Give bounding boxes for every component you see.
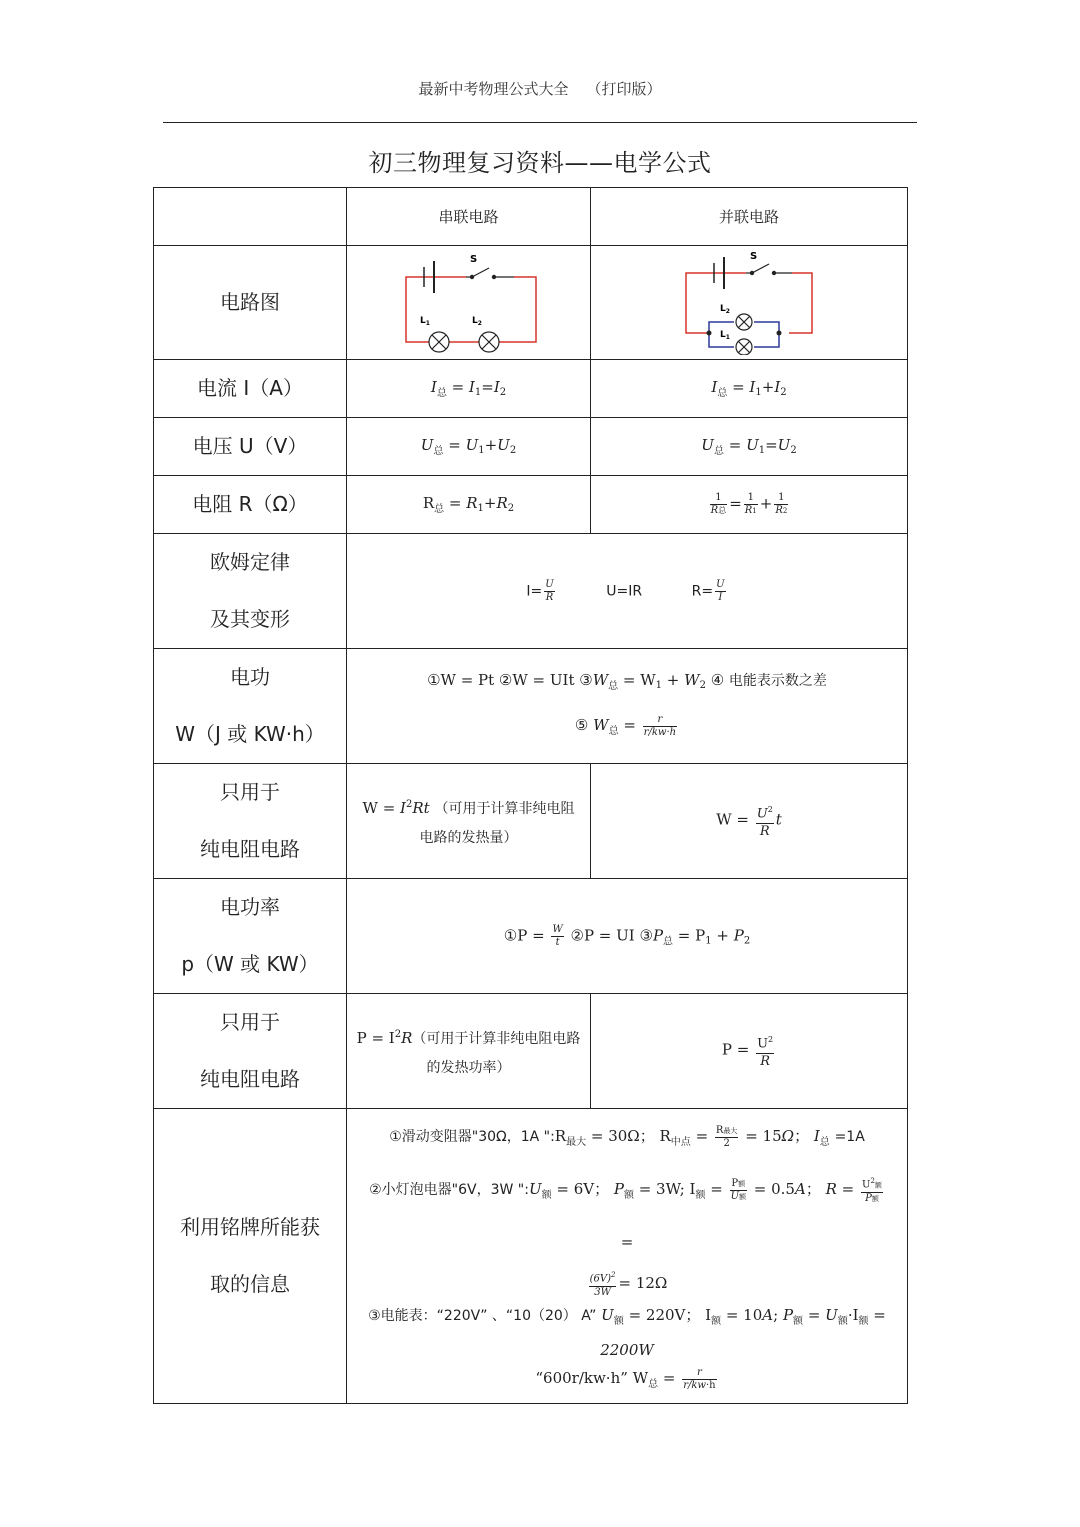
- lamp-l1-label: $L_1$: [720, 329, 730, 341]
- junction-left: [707, 330, 712, 335]
- label-work: 电功 W（J 或 KW·h）: [154, 649, 347, 764]
- header-rule: [163, 122, 917, 123]
- label-current: 电流 I（A）: [154, 360, 347, 418]
- work-formulas: ①W = Pt ②W = UIt $③W_总 = W_1 + W_2$ ④ 电能表示数之差 ⑤ $W_总$ = $\frac{r}{r/kw\cdot h}$: [347, 649, 908, 764]
- table-row-work: [154, 649, 908, 764]
- series-resistance-formula: $R_总 = R_1+R_2$: [347, 476, 591, 534]
- header-edition: （打印版）: [586, 80, 662, 98]
- label-ohm: 欧姆定律 及其变形: [154, 534, 347, 649]
- parallel-voltage-formula: $U_总 = U_1=U_2$: [591, 418, 908, 476]
- junction-right: [777, 330, 782, 335]
- lamp-l1-label: $L_1$: [419, 315, 430, 327]
- pure-power-parallel: P = $\frac{U^2}{R}$: [591, 994, 908, 1109]
- series-current-formula: $I_总 = I_1=I_2$: [347, 360, 591, 418]
- switch-icon: [746, 264, 792, 275]
- ohm-formulas: I= $\frac{U}{R}$ U=IR R= $\frac{U}{I}$: [347, 534, 908, 649]
- meter-power-result: 2200W: [600, 1341, 654, 1359]
- parallel-circuit-cell: [591, 246, 908, 360]
- bulb-formula: ②小灯泡电器"6V，3W "$:U_额 = 6V$； $P_额 = 3W$; $I_额$ = $\frac{\text{P额}}{\text{U额}}$ = 0.5A； R = $\frac{U^2额}{\text{P额}}$ =: [369, 1177, 882, 1251]
- label-pure-work: 只用于 纯电阻电路: [154, 764, 347, 879]
- rheostat-formula: ①滑动变阻器"30Ω，1A "$:R_{最大} = 30\Omega$； $R_{中点}$ = $\frac{\text{R最大}}{2}$ = 15Ω； $I_总 =1A$: [389, 1124, 865, 1149]
- table-row-pure-power: [154, 994, 908, 1109]
- switch-label: S: [750, 250, 758, 262]
- series-circuit-diagram: [394, 247, 544, 355]
- table-row-voltage: [154, 418, 908, 476]
- switch-icon: [466, 268, 514, 279]
- table-row-pure-work: [154, 764, 908, 879]
- label-voltage: 电压 U（V）: [154, 418, 347, 476]
- label-pure-power: 只用于 纯电阻电路: [154, 994, 347, 1109]
- label-power: 电功率 p（W 或 KW）: [154, 879, 347, 994]
- power-formulas: ①P = $\frac{W}{t}$ ②P = UI $③P_总 = P_1 + P_2$: [347, 879, 908, 994]
- table-row-ohm: [154, 534, 908, 649]
- switch-label: S: [469, 253, 477, 265]
- lamp-l2-label: $L_2$: [471, 315, 482, 327]
- page-header: [0, 78, 1080, 99]
- lamp-l2-label: $L_2$: [720, 303, 730, 315]
- lamp-icon: [736, 314, 752, 355]
- parallel-circuit-diagram: [674, 247, 824, 355]
- document-title: 初三物理复习资料——电学公式: [368, 149, 712, 177]
- label-resistance: 电阻 R（Ω）: [154, 476, 347, 534]
- table-row-power: [154, 879, 908, 994]
- column-series: 串联电路: [347, 188, 591, 246]
- table-row-resistance: [154, 476, 908, 534]
- table-row-current: [154, 360, 908, 418]
- formula-table: [153, 187, 908, 1404]
- pure-power-series: $P = I^2R$（可用于计算非纯电阻电路的发热功率）: [347, 994, 591, 1109]
- parallel-resistance-formula: $\frac{1}{\text{R总}}$ = $\frac{1}{R1}$ + $\frac{1}{R2}$: [591, 476, 908, 534]
- table-row-circuit: [154, 246, 908, 360]
- meter-rev-formula: “600r/kw·h” $W_总$ = $\frac{r}{r/kw\cdot h}$: [535, 1366, 716, 1391]
- series-voltage-formula: $U_总 = U_1+U_2$: [347, 418, 591, 476]
- series-wires: [406, 277, 536, 342]
- corner-cell: [154, 188, 347, 246]
- nameplate-formulas: [347, 1109, 908, 1404]
- label-circuit: 电路图: [154, 246, 347, 360]
- bulb-resistance-result: $\frac{(6V)^2}{3W}$ = 12Ω: [589, 1271, 668, 1298]
- table-header-row: [154, 188, 908, 246]
- table-row-nameplate: [154, 1109, 908, 1404]
- pure-work-series: $W = I^2Rt$ （可用于计算非纯电阻电路的发热量）: [347, 764, 591, 879]
- column-parallel: 并联电路: [591, 188, 908, 246]
- meter-formula: ③电能表：“220V” 、“10（20） A” $U_额 = 220V$； $I_额 = 10A$; $P_额 = U_额\cdot I_额$ =: [368, 1306, 886, 1327]
- header-title: 最新中考物理公式大全: [418, 80, 569, 98]
- parallel-current-formula: $I_总 = I_1+I_2$: [591, 360, 908, 418]
- series-circuit-cell: [347, 246, 591, 360]
- pure-work-parallel: W = $\frac{U^2}{R}$ t: [591, 764, 908, 879]
- label-nameplate: 利用铭牌所能获 取的信息: [154, 1109, 347, 1404]
